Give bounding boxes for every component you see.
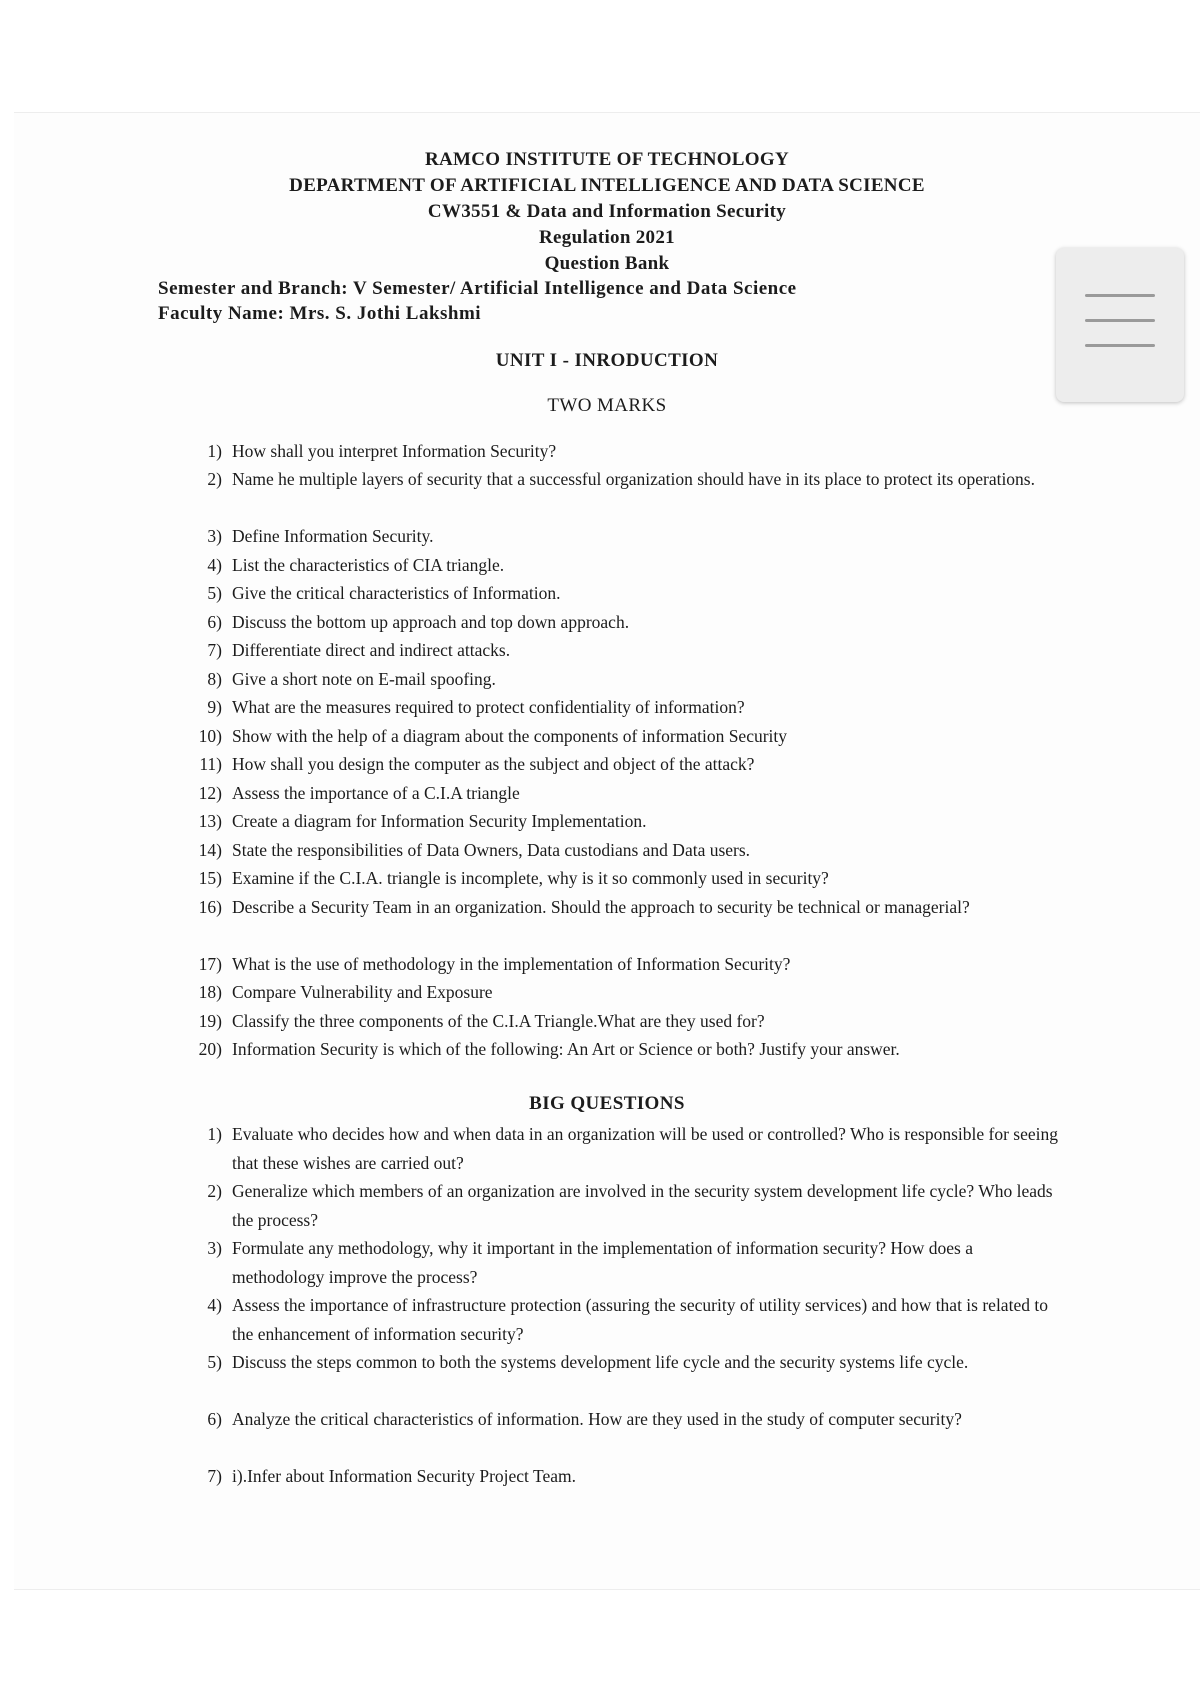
question-number: 14) [198, 840, 222, 860]
question-item [186, 437, 1066, 466]
hamburger-menu-icon[interactable] [1056, 248, 1184, 402]
question-item [186, 779, 1066, 808]
question-item [186, 551, 1066, 580]
question-text: State the responsibilities of Data Owners, Data custodians and Data users. [232, 840, 751, 860]
question-number: 12) [198, 783, 222, 803]
question-text: Assess the importance of a C.I.A triangle [232, 783, 520, 803]
question-item [186, 636, 1066, 665]
question-text: Discuss the steps common to both the systems development life cycle and the security systems life cycle. [232, 1352, 969, 1372]
question-number: 15) [198, 868, 222, 888]
question-number: 19) [198, 1011, 222, 1031]
question-number: 2) [207, 469, 222, 489]
faculty-name: Faculty Name: Mrs. S. Jothi Lakshmi [158, 303, 482, 324]
question-bank-document [14, 113, 1200, 1589]
question-number: 5) [207, 1352, 222, 1372]
question-text: What is the use of methodology in the implementation of Information Security? [232, 954, 791, 974]
question-number: 5) [207, 583, 222, 603]
question-text: Generalize which members of an organization are involved in the security system development life cycle? Who leads the process? [232, 1181, 1053, 1230]
document-page[interactable] [14, 112, 1200, 1590]
question-number: 7) [207, 640, 222, 660]
question-item [186, 693, 1066, 722]
question-text: Name he multiple layers of security that a successful organization should have in its place to protect its operations. [232, 469, 1035, 489]
menu-bar [1085, 344, 1155, 347]
menu-bar [1085, 319, 1155, 322]
question-item [186, 1007, 1066, 1036]
question-number: 2) [207, 1181, 222, 1201]
question-number: 1) [207, 1124, 222, 1144]
question-text: Define Information Security. [232, 526, 434, 546]
question-item [186, 1177, 1066, 1234]
question-item [186, 1120, 1066, 1177]
question-number: 11) [199, 754, 222, 774]
question-number: 4) [207, 555, 222, 575]
question-text: List the characteristics of CIA triangle. [232, 555, 505, 575]
question-number: 6) [207, 1409, 222, 1429]
question-text: Differentiate direct and indirect attacks. [232, 640, 511, 660]
question-item [186, 836, 1066, 865]
question-item [186, 807, 1066, 836]
question-number: 10) [198, 726, 222, 746]
regulation: Regulation 2021 [539, 227, 675, 248]
question-item [186, 608, 1066, 637]
question-item [186, 1035, 1066, 1064]
question-number: 9) [207, 697, 222, 717]
big-questions-title: BIG QUESTIONS [529, 1093, 685, 1114]
department-name: DEPARTMENT OF ARTIFICIAL INTELLIGENCE AND DATA SCIENCE [289, 175, 925, 196]
question-number: 8) [207, 669, 222, 689]
question-number: 17) [198, 954, 222, 974]
question-item [186, 465, 1066, 494]
question-number: 3) [207, 526, 222, 546]
question-number: 16) [198, 897, 222, 917]
question-number: 3) [207, 1238, 222, 1258]
question-text: Evaluate who decides how and when data in an organization will be used or controlled? Who is responsible for seeing that these wishes are carried out? [232, 1124, 1058, 1173]
question-item [186, 950, 1066, 979]
question-text: Classify the three components of the C.I.A Triangle.What are they used for? [232, 1011, 765, 1031]
question-item [186, 893, 1066, 922]
question-number: 13) [198, 811, 222, 831]
semester-branch: Semester and Branch: V Semester/ Artificial Intelligence and Data Science [158, 278, 797, 299]
question-item [186, 1405, 1066, 1434]
question-text: How shall you design the computer as the subject and object of the attack? [232, 754, 755, 774]
question-number: 18) [198, 982, 222, 1002]
institute-name: RAMCO INSTITUTE OF TECHNOLOGY [425, 149, 789, 170]
question-text: Information Security is which of the following: An Art or Science or both? Justify your answer. [232, 1039, 900, 1059]
course-title: CW3551 & Data and Information Security [427, 201, 787, 222]
question-text: Give a short note on E-mail spoofing. [232, 669, 496, 689]
question-text: Create a diagram for Information Security Implementation. [232, 811, 647, 831]
question-item [186, 1462, 1066, 1491]
question-number: 1) [207, 441, 222, 461]
question-text: Show with the help of a diagram about the components of information Security [232, 726, 788, 746]
question-item [186, 722, 1066, 751]
question-number: 20) [198, 1039, 222, 1059]
question-text: Formulate any methodology, why it important in the implementation of information security? How does a methodology improve the process? [232, 1238, 974, 1287]
question-text: Describe a Security Team in an organization. Should the approach to security be technical or managerial? [232, 897, 970, 917]
two-marks-title: TWO MARKS [547, 395, 667, 416]
question-text: How shall you interpret Information Security? [232, 441, 557, 461]
question-number: 4) [207, 1295, 222, 1315]
question-item [186, 522, 1066, 551]
question-text: What are the measures required to protect confidentiality of information? [232, 697, 745, 717]
question-item [186, 1234, 1066, 1291]
question-number: 7) [207, 1466, 222, 1486]
question-item [186, 1291, 1066, 1348]
question-text: Give the critical characteristics of Information. [232, 583, 561, 603]
question-text: Examine if the C.I.A. triangle is incomplete, why is it so commonly used in security? [232, 868, 829, 888]
question-text: Analyze the critical characteristics of information. How are they used in the study of computer security? [232, 1409, 962, 1429]
question-text: i).Infer about Information Security Project Team. [232, 1466, 576, 1486]
question-text: Assess the importance of infrastructure protection (assuring the security of utility services) and how that is related to the enhancement of information security? [232, 1295, 1048, 1344]
question-item [186, 579, 1066, 608]
question-text: Compare Vulnerability and Exposure [232, 982, 493, 1002]
question-item [186, 1348, 1066, 1377]
unit-title: UNIT I - INRODUCTION [495, 350, 719, 371]
document-type: Question Bank [544, 253, 670, 274]
question-item [186, 665, 1066, 694]
question-text: Discuss the bottom up approach and top down approach. [232, 612, 630, 632]
menu-bar [1085, 294, 1155, 297]
question-item [186, 864, 1066, 893]
question-number: 6) [207, 612, 222, 632]
question-item [186, 750, 1066, 779]
question-item [186, 978, 1066, 1007]
